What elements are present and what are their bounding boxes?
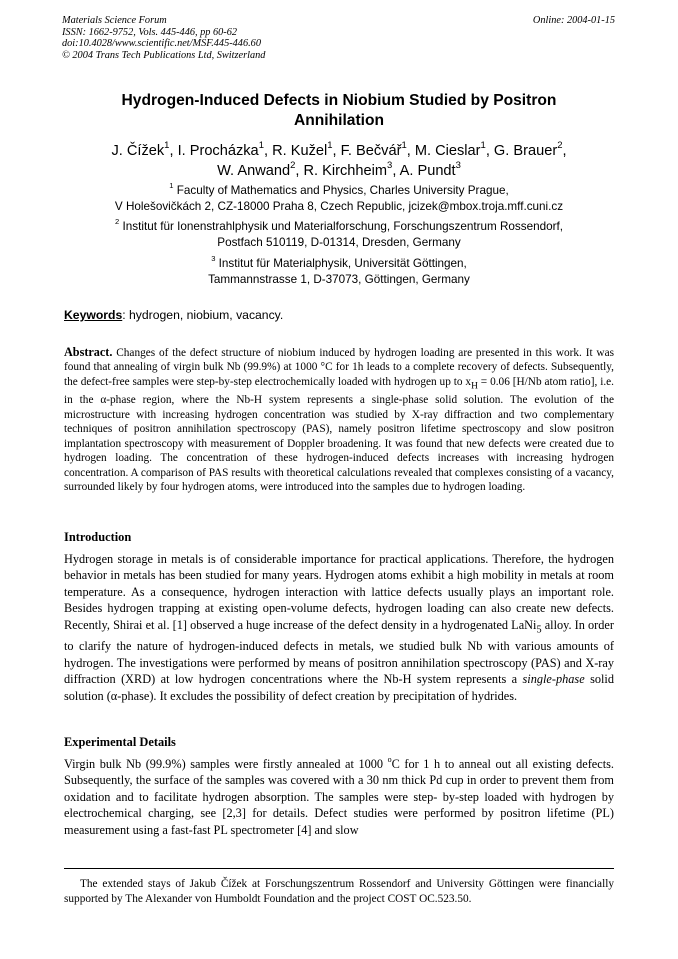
title-line-1: Hydrogen-Induced Defects in Niobium Studied by Positron (121, 92, 557, 109)
introduction-subscript: 5 (536, 624, 542, 636)
affiliation-line: Institut für Ionenstrahlphysik und Materialforschung, Forschungszentrum Rossendorf, (122, 220, 563, 233)
author-affiliation-mark: 1 (258, 140, 264, 152)
author-name: F. Bečvář (340, 143, 402, 159)
journal-doi: doi:10.4028/www.scientific.net/MSF.445-446.60 (62, 38, 261, 50)
author-name: R. Kirchheim (303, 163, 388, 179)
author-affiliation-mark: 2 (290, 160, 296, 172)
author-affiliation-mark: 1 (327, 140, 333, 152)
journal-issn: ISSN: 1662-9752, Vols. 445-446, pp 60-62 (62, 26, 238, 38)
abstract (64, 345, 614, 494)
author-affiliation-mark: 3 (455, 160, 461, 172)
keywords-text: : hydrogen, niobium, vacancy. (122, 308, 284, 322)
affiliation-3 (40, 256, 638, 287)
author-name: A. Pundt (399, 163, 456, 179)
degree-superscript: o (387, 755, 392, 765)
abstract-text: Changes of the defect structure of niobium induced by hydrogen loading are presented in this work. It was found that annealing of virgin bulk Nb (99.9%) at 1000 °C for 1h leads to a complete recovery of defects. Subsequently, the defect-free samples were step-by-step electrochemically loaded with hydrogen up to x (64, 347, 614, 388)
affiliation-2 (40, 219, 638, 250)
footnote-divider (64, 868, 614, 869)
affiliation-line: V Holešovičkách 2, CZ-18000 Praha 8, Czech Republic, jcizek@mbox.troja.mff.cuni.cz (114, 199, 564, 213)
author-name: M. Cieslar (414, 143, 481, 159)
title-line-2: Annihilation (293, 112, 385, 129)
introduction-text: alloy. In order to clarify the nature of hydrogen-induced defects in metals, we studied bulk Nb with various amounts of hydrogen. The investigations were performed by means of positron annihilation spectroscopy (PAS) and X-ray diffraction (XRD) at low hydrogen concentrations where the Nb-H system represents a (64, 617, 614, 687)
experimental-text: Virgin bulk Nb (99.9%) samples were firstly annealed at 1000 (64, 757, 388, 771)
author-list (40, 141, 638, 181)
author-name: W. Anwand (217, 163, 291, 179)
introduction-italic: single-phase (522, 672, 585, 687)
affiliation-line: Institut für Materialphysik, Universität Göttingen, (218, 257, 467, 270)
introduction-text: solid solution (α-phase). It excludes the possibility of defect creation by precipitation of hydrides. (64, 672, 614, 703)
introduction-text: Hydrogen storage in metals is of considerable importance for practical applications. Therefore, the hydrogen behavior in metals has been studied for many years. Hydrogen atoms exhibit a high mobility in metals at room temperature. As a consequence, hydrogen interaction with lattice defects usually plays an important role. Besides hydrogen trapping at existing open-volume defects, hydrogen loading can also create new defects. Recently, Shirai et al. [1] observed a huge increase of the defect density in a hydrogenated LaNi (64, 552, 614, 632)
author-name: J. Čížek (111, 143, 165, 159)
journal-name: Materials Science Forum (62, 15, 167, 26)
experimental-text: C for 1 h to anneal out all existing defects. Subsequently, the surface of the samples was covered with a 30 nm thick Pd cup in order to prevent them from oxidation and to facilitate hydrogen absorption. The samples were step- by-step loaded with hydrogen by electrochemical charging, see [2,3] for details. Defect studies were performed by positron lifetime (PL) measurement using a fast-fast PL spectrometer [4] and slow (64, 757, 614, 837)
affiliation-1 (40, 183, 638, 214)
abstract-text: = 0.06 [H/Nb atom ratio], i.e. in the α-phase region, where the Nb-H system represents a single-phase solid solution. The evolution of the microstructure with increasing hydrogen concentration was studied by X-ray diffraction and two complementary techniques of positron annihilation spectroscopy (PAS), namely positron lifetime spectroscopy and slow positron implantation spectroscopy with measurement of Doppler broadening. It was found that new defects were created due to hydrogen loading. The concentration of these hydrogen-induced defects increases with increasing hydrogen concentration. A comparison of PAS results with theoretical calculations revealed that complexes consisting of a vacancy, surrounded likely by four hydrogen atoms, were introduced into the samples due to hydrogen loading. (64, 375, 614, 493)
affiliation-line: Tammannstrasse 1, D-37073, Göttingen, Germany (208, 272, 470, 286)
author-line-1: J. Čížek$^1$, I. Procházka$^1$, R. Kužel$^1$, F. Bečvář$^1$, M. Cieslar$^1$, G. Brauer$^2$, (111, 140, 567, 159)
author-affiliation-mark: 1 (401, 140, 407, 152)
abstract-subscript: H (471, 381, 478, 392)
abstract-label: Abstract. (64, 345, 113, 359)
footnote: The extended stays of Jakub Čížek at Forschungszentrum Rossendorf and University Göttingen were financially supported by The Alexander von Humboldt Foundation and the project COST OC.523.50. (64, 878, 614, 905)
author-affiliation-mark: 3 (387, 160, 393, 172)
keywords-label: Keywords (64, 308, 123, 322)
affiliation-number: 1 (169, 181, 174, 191)
author-name: R. Kužel (272, 143, 328, 159)
affiliation-number: 3 (211, 254, 216, 264)
introduction-body (64, 551, 614, 704)
affiliation-line: Faculty of Mathematics and Physics, Charles University Prague, (176, 184, 509, 197)
affiliation-number: 2 (115, 217, 120, 227)
affiliation-line: Postfach 510119, D-01314, Dresden, Germany (217, 235, 461, 249)
journal-copyright: © 2004 Trans Tech Publications Ltd, Switzerland (62, 49, 266, 61)
journal-header (62, 15, 265, 61)
paper-title (40, 91, 638, 131)
author-name: I. Procházka (177, 143, 259, 159)
keywords (64, 308, 283, 322)
experimental-heading: Experimental Details (64, 735, 176, 749)
author-affiliation-mark: 2 (557, 140, 563, 152)
author-affiliation-mark: 1 (480, 140, 486, 152)
author-name: G. Brauer (493, 143, 558, 159)
author-line-2: W. Anwand$^2$, R. Kirchheim$^3$, A. Pundt$^3$ (217, 160, 461, 179)
author-affiliation-mark: 1 (164, 140, 170, 152)
introduction-heading: Introduction (64, 530, 132, 544)
online-date: Online: 2004-01-15 (532, 15, 615, 26)
experimental-body (64, 756, 614, 838)
